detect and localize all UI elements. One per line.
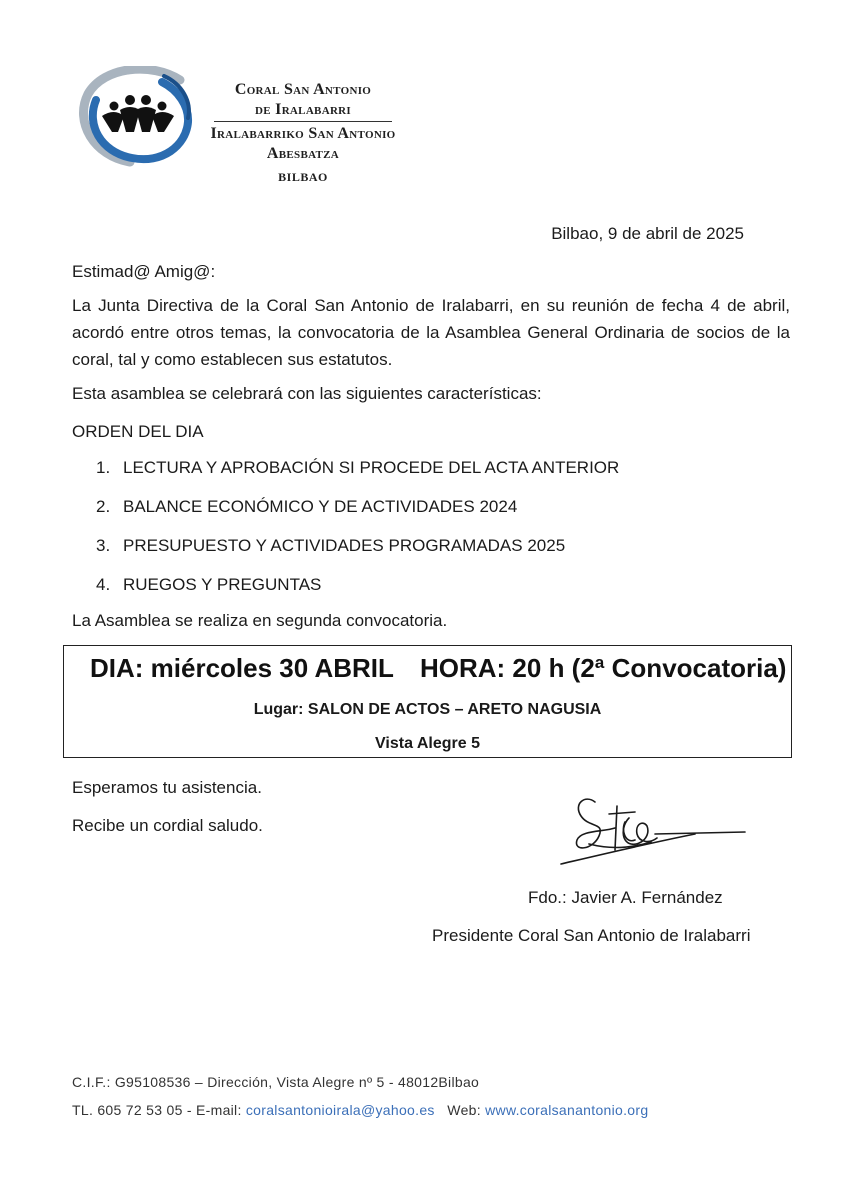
agenda-item [96,454,619,493]
closing-line-1: Esperamos tu asistencia. [72,778,262,797]
organization-name [208,80,398,187]
agenda-item-number: 4. [96,575,111,594]
greeting: Estimad@ Amig@: [72,262,216,281]
org-divider [214,121,392,122]
agenda-item-text: LECTURA Y APROBACIÓN SI PROCEDE DEL ACTA ANTERIOR [123,458,620,477]
org-name-line-1: Coral San Antonio [234,81,372,98]
agenda-title: ORDEN DEL DIA [72,422,204,441]
signer-title: Presidente Coral San Antonio de Iralabarri [432,926,751,945]
meeting-time: HORA: 20 h (2ª Convocatoria) [420,653,787,683]
agenda-item-number: 1. [96,458,111,477]
handwritten-signature [555,792,750,872]
letter-date: Bilbao, 9 de abril de 2025 [551,224,744,243]
meeting-day: DIA: miércoles 30 ABRIL [90,653,394,683]
agenda-item-text: PRESUPUESTO Y ACTIVIDADES PROGRAMADAS 2025 [123,536,566,555]
intro-paragraph: La Junta Directiva de la Coral San Antonio de Iralabarri, en su reunión de fecha 4 de abril, acordó entre otros temas, la convocatoria de la Asamblea General Ordinaria de socios de la coral, tal y como establecen sus estatutos. [72,296,790,369]
agenda-item [96,532,619,571]
agenda-item [96,493,619,532]
meeting-address: Vista Alegre 5 [375,735,480,752]
email-link[interactable]: coralsantonioirala@yahoo.es [245,1102,435,1118]
agenda-list [96,454,619,610]
agenda-item-text: RUEGOS Y PREGUNTAS [123,575,322,594]
footer-address: C.I.F.: G95108536 – Dirección, Vista Alegre nº 5 - 48012Bilbao [72,1074,480,1090]
org-name-line-2: de Iralabarri [254,101,352,118]
footer-contact [72,1100,648,1120]
meeting-location: Lugar: SALON DE ACTOS – ARETO NAGUSIA [253,701,602,718]
coral-logo [78,66,196,172]
org-name-line-4: Abesbatza [266,145,340,162]
agenda-item-number: 2. [96,497,111,516]
website-link[interactable]: www.coralsanantonio.org [485,1102,649,1118]
characteristics-paragraph: Esta asamblea se celebrará con las siguientes características: [72,384,542,403]
org-name-line-3: Iralabarriko San Antonio [210,125,396,142]
signer-name: Fdo.: Javier A. Fernández [528,888,723,907]
closing-line-2: Recibe un cordial saludo. [72,816,263,835]
org-city: BILBAO [278,170,328,184]
agenda-item-text: BALANCE ECONÓMICO Y DE ACTIVIDADES 2024 [123,497,518,516]
footer-phone: TL. 605 72 53 05 - E-mail: [72,1102,246,1118]
agenda-item-number: 3. [96,536,111,555]
footer-web-label: Web: [434,1102,486,1118]
agenda-item [96,571,619,610]
second-call-paragraph: La Asamblea se realiza en segunda convocatoria. [72,611,448,630]
